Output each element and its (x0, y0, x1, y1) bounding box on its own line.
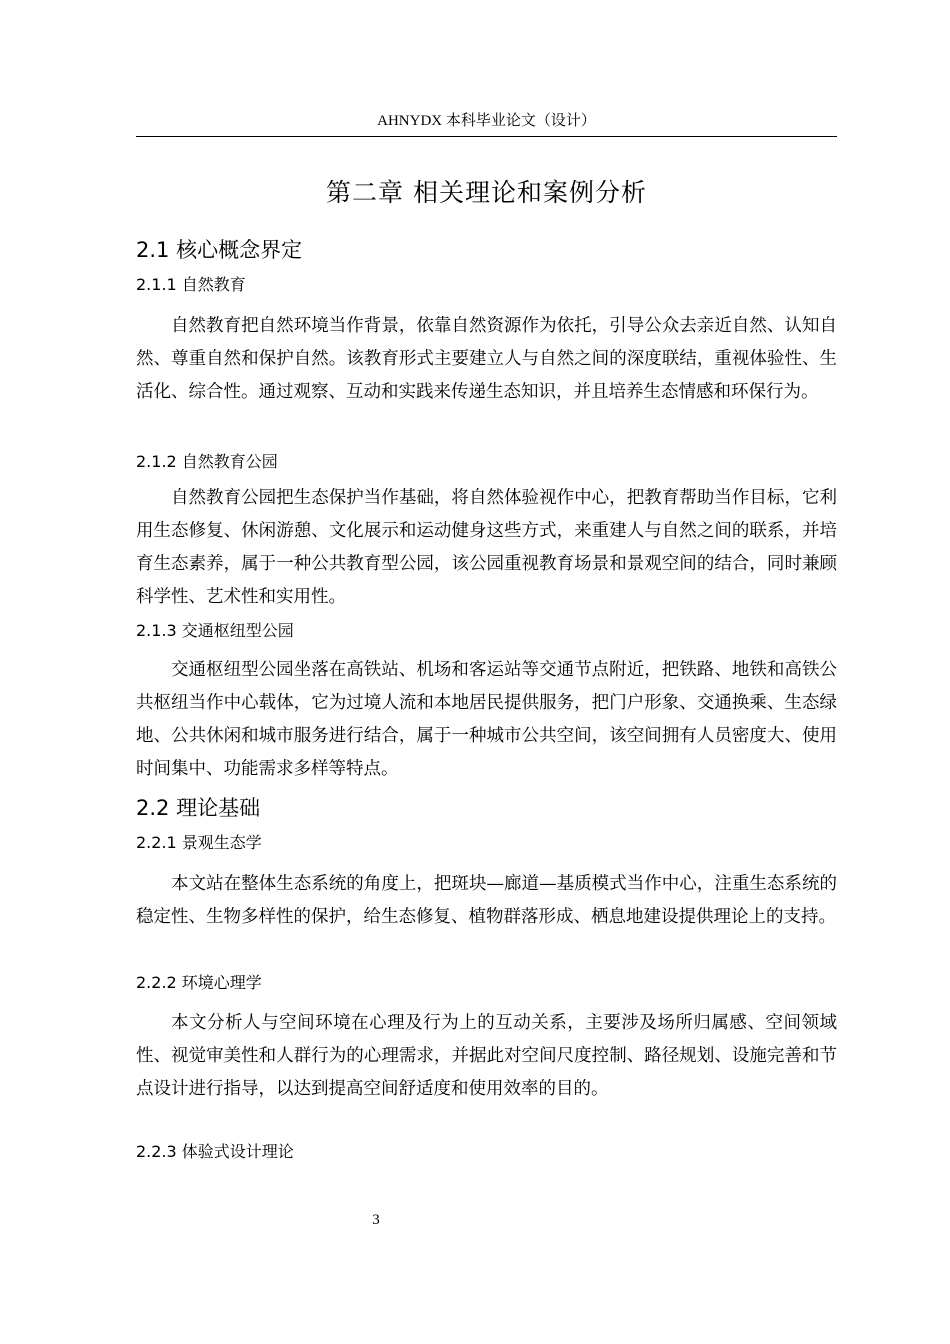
chapter-title: 第二章 相关理论和案例分析 (326, 178, 647, 207)
paragraph-2-1-1: 自然教育把自然环境当作背景，依靠自然资源作为依托，引导公众去亲近自然、认知自然、尊重自然和保护自然。该教育形式主要建立人与自然之间的深度联结，重视体验性、生活化、综合性。通过观察、互动和实践来传递生态知识，并且培养生态情感和环保行为。 (136, 316, 837, 402)
page-number: 3 (372, 1212, 380, 1228)
section-heading-2-2: 2.2 理论基础 (136, 796, 261, 820)
paragraph-2-2-2: 本文分析人与空间环境在心理及行为上的互动关系，主要涉及场所归属感、空间领域性、视觉审美性和人群行为的心理需求，并据此对空间尺度控制、路径规划、设施完善和节点设计进行指导，以达到提高空间舒适度和使用效率的目的。 (136, 1013, 837, 1099)
subsection-heading-2-1-1: 2.1.1 自然教育 (136, 275, 246, 294)
subsection-heading-2-1-2: 2.1.2 自然教育公园 (136, 452, 278, 471)
page-header: AHNYDX 本科毕业论文（设计） (377, 113, 596, 129)
paragraph-2-1-2: 自然教育公园把生态保护当作基础，将自然体验视作中心，把教育帮助当作目标，它利用生态修复、休闲游憩、文化展示和运动健身这些方式，来重建人与自然之间的联系，并培育生态素养，属于一种公共教育型公园，该公园重视教育场景和景观空间的结合，同时兼顾科学性、艺术性和实用性。 (136, 488, 837, 607)
paragraph-2-2-1: 本文站在整体生态系统的角度上，把斑块—廊道—基质模式当作中心，注重生态系统的稳定性、生物多样性的保护，给生态修复、植物群落形成、栖息地建设提供理论上的支持。 (136, 874, 837, 927)
paragraph-2-1-3: 交通枢纽型公园坐落在高铁站、机场和客运站等交通节点附近，把铁路、地铁和高铁公共枢纽当作中心载体，它为过境人流和本地居民提供服务，把门户形象、交通换乘、生态绿地、公共休闲和城市服务进行结合，属于一种城市公共空间，该空间拥有人员密度大、使用时间集中、功能需求多样等特点。 (136, 660, 837, 779)
section-heading-2-1: 2.1 核心概念界定 (136, 238, 303, 262)
header-divider (136, 136, 837, 137)
subsection-heading-2-2-2: 2.2.2 环境心理学 (136, 973, 262, 992)
subsection-heading-2-2-1: 2.2.1 景观生态学 (136, 833, 262, 852)
subsection-heading-2-1-3: 2.1.3 交通枢纽型公园 (136, 621, 294, 640)
subsection-heading-2-2-3: 2.2.3 体验式设计理论 (136, 1142, 294, 1161)
